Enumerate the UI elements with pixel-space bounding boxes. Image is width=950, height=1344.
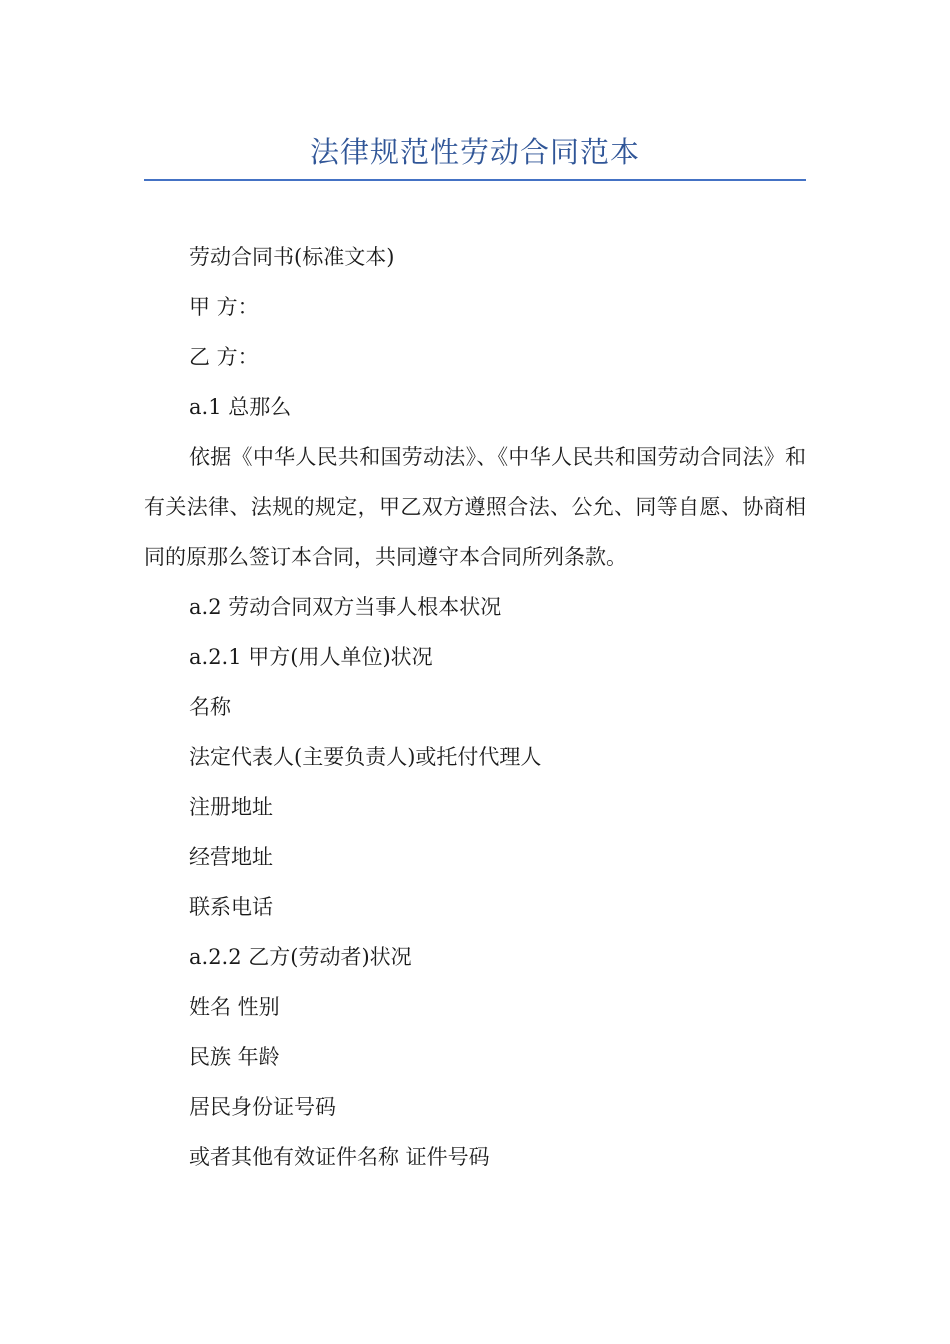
- paragraph-field-business-address: 经营地址: [189, 845, 273, 869]
- document-body: [144, 232, 806, 1182]
- paragraph-party-a: 甲 方：: [189, 295, 259, 319]
- paragraph-section-a1: a.1 总那么: [189, 395, 292, 419]
- paragraph-field-other-id: 或者其他有效证件名称 证件号码: [189, 1145, 490, 1169]
- paragraph-field-id-number: 居民身份证号码: [189, 1095, 336, 1119]
- paragraph-legal-basis: 依据《中华人民共和国劳动法》、《中华人民共和国劳动合同法》和有关法律、法规的规定，甲乙双方遵照合法、公允、同等自愿、协商相同的原那么签订本合同，共同遵守本合同所列条款。: [144, 445, 806, 569]
- paragraph-section-a2-2: a.2.2 乙方(劳动者)状况: [189, 945, 412, 969]
- title-underline: [144, 179, 806, 181]
- paragraph-field-registered-address: 注册地址: [189, 795, 273, 819]
- document-title: 法律规范性劳动合同范本: [309, 135, 640, 169]
- paragraph-section-a2: a.2 劳动合同双方当事人根本状况: [189, 595, 502, 619]
- paragraph-section-a2-1: a.2.1 甲方(用人单位)状况: [189, 645, 433, 669]
- paragraph-field-representative: 法定代表人(主要负责人)或托付代理人: [189, 745, 542, 769]
- paragraph-field-name: 名称: [189, 695, 231, 719]
- paragraph-field-name-gender: 姓名 性别: [189, 995, 280, 1019]
- paragraph-party-b: 乙 方：: [189, 345, 259, 369]
- paragraph-contract-heading: 劳动合同书(标准文本): [189, 245, 395, 269]
- paragraph-field-phone: 联系电话: [189, 895, 273, 919]
- paragraph-field-ethnicity-age: 民族 年龄: [189, 1045, 280, 1069]
